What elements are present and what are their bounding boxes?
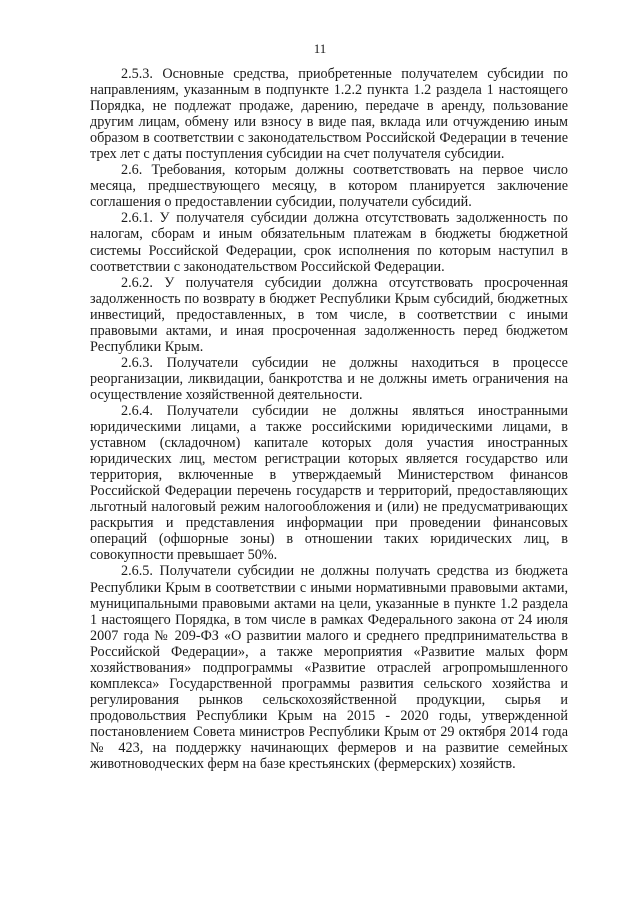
- paragraph-2-6: 2.6. Требования, которым должны соответствовать на первое число месяца, предшествующего месяцу, в котором планируется заключение соглашения о предоставлении субсидии, получатели субсидий.: [90, 162, 568, 211]
- paragraph-2-6-5: 2.6.5. Получатели субсидии не должны получать средства из бюджета Республики Крым в соответствии с иными нормативными правовыми актами, муниципальными правовыми актами на цели, указанные в пункте 1.2 раздела 1 настоящего Порядка, в том числе в рамках Федерального закона от 24 июля 2007 года № 209-ФЗ «О развитии малого и среднего предпринимательства в Российской Федерации», а также мероприятия «Развитие малых форм хозяйствования» подпрограммы «Развитие отраслей агропромышленного комплекса» Государственной программы развития сельского хозяйства и регулирования рынков сельскохозяйственной продукции, сырья и продовольствия Республики Крым на 2015 - 2020 годы, утвержденной постановлением Совета министров Республики Крым от 29 октября 2014 года № 423, на поддержку начинающих фермеров и на развитие семейных животноводческих ферм на базе крестьянских (фермерских) хозяйств.: [90, 563, 568, 773]
- paragraph-2-6-1: 2.6.1. У получателя субсидии должна отсутствовать задолженность по налогам, сборам и иным обязательным платежам в бюджеты бюджетной системы Российской Федерации, срок исполнения по которым наступил в соответствии с законодательством Российской Федерации.: [90, 210, 568, 275]
- document-body: [90, 66, 568, 772]
- paragraph-2-6-4: 2.6.4. Получатели субсидии не должны являться иностранными юридическими лицами, а также российскими юридическими лицами, в уставном (складочном) капитале которых доля участия иностранных юридических лиц, местом регистрации которых является государство или территория, включенные в утверждаемый Министерством финансов Российской Федерации перечень государств и территорий, предоставляющих льготный налоговый режим налогообложения и (или) не предусматривающих раскрытия и представления информации при проведении финансовых операций (офшорные зоны) в отношении таких юридических лиц, в совокупности превышает 50%.: [90, 402, 568, 564]
- paragraph-2-6-3: 2.6.3. Получатели субсидии не должны находиться в процессе реорганизации, ликвидации, банкротства и не должны иметь ограничения на осуществление хозяйственной деятельности.: [90, 354, 568, 403]
- page-number: 11: [313, 41, 327, 56]
- paragraph-2-6-2: 2.6.2. У получателя субсидии должна отсутствовать просроченная задолженность по возврату в бюджет Республики Крым субсидий, бюджетных инвестиций, предоставленных, в том числе, в соответствии с иными правовыми актами, и иная просроченная задолженность перед бюджетом Республики Крым.: [90, 274, 568, 355]
- paragraph-2-5-3: 2.5.3. Основные средства, приобретенные получателем субсидии по направлениям, указанным в подпункте 1.2.2 пункта 1.2 раздела 1 настоящего Порядка, не подлежат продаже, дарению, передаче в аренду, пользование другим лицам, обмену или взносу в виде пая, вклада или отчуждению иным образом в соответствии с законодательством Российской Федерации в течение трех лет с даты поступления субсидии на счет получателя субсидии.: [90, 66, 568, 163]
